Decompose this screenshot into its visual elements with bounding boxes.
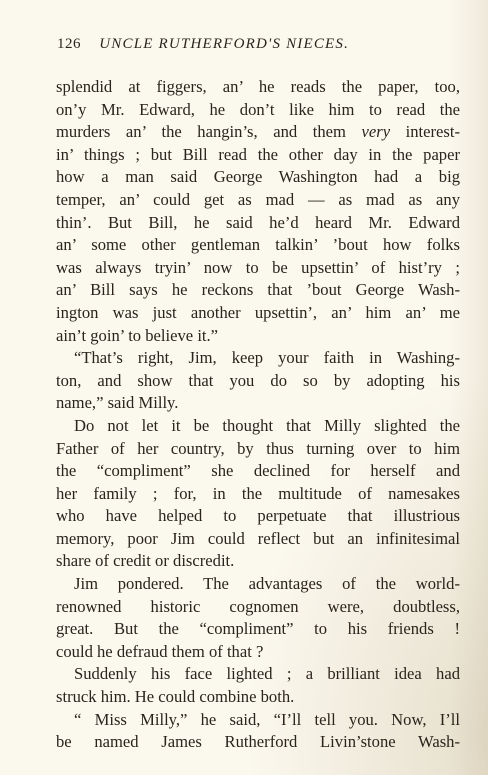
text-line: share of credit or discredit. xyxy=(56,551,235,571)
text-line: ington was just another upsettin’, an’ him an’ me xyxy=(56,302,460,322)
text-line: who have helped to perpetuate that illustrious xyxy=(56,506,460,526)
text-line: Do not let it be thought that Milly slighted the xyxy=(74,415,460,435)
text-line: memory, poor Jim could reflect but an infinitesimal xyxy=(56,528,460,548)
text-line: thin’. But Bill, he said he’d heard Mr. Edward xyxy=(56,212,460,232)
text-line: “That’s right, Jim, keep your faith in Washing- xyxy=(74,348,460,368)
text-line: name,” said Milly. xyxy=(56,393,179,413)
text-line: could he defraud them of that ? xyxy=(56,641,264,661)
emphasis: very xyxy=(361,122,391,142)
text-line: Father of her country, by thus turning over to him xyxy=(56,438,460,458)
page-number: 126 xyxy=(57,36,81,52)
running-title: UNCLE RUTHERFORD'S NIECES. xyxy=(99,36,350,52)
text-line: splendid at figgers, an’ he reads the paper, too, xyxy=(56,77,460,96)
text-line: in’ things ; but Bill read the other day in the paper xyxy=(56,144,460,164)
text-line: Jim pondered. The advantages of the world- xyxy=(74,574,460,594)
text-line: her family ; for, in the multitude of namesakes xyxy=(56,483,460,503)
text-line: Suddenly his face lighted ; a brilliant idea had xyxy=(74,664,460,684)
text-line: struck him. He could combine both. xyxy=(56,687,295,707)
text-line: how a man said George Washington had a big xyxy=(56,167,460,187)
body-text xyxy=(56,76,460,754)
text-line: an’ Bill says he reckons that ’bout George Wash- xyxy=(56,280,460,300)
text-line: great. But the “compliment” to his friends ! xyxy=(56,619,460,639)
text-line: murders an’ the hangin’s, and them very interest- xyxy=(56,122,460,142)
text-line: renowned historic cognomen were, doubtless, xyxy=(56,596,460,616)
text-line: the “compliment” she declined for herself and xyxy=(56,461,460,481)
text-line: be named James Rutherford Livin’stone Wash- xyxy=(56,732,460,752)
text-line: temper, an’ could get as mad — as mad as any xyxy=(56,189,460,209)
text-line: ain’t goin’ to believe it.” xyxy=(56,325,219,345)
text-line: was always tryin’ now to be upsettin’ of hist’ry ; xyxy=(56,257,460,277)
text-line: ton, and show that you do so by adopting his xyxy=(56,370,460,390)
text-line: “ Miss Milly,” he said, “I’ll tell you. Now, I’ll xyxy=(74,709,460,729)
text-line: an’ some other gentleman talkin’ ’bout how folks xyxy=(56,235,460,255)
text-line: on’y Mr. Edward, he don’t like him to read the xyxy=(56,99,460,119)
running-header xyxy=(57,36,457,53)
